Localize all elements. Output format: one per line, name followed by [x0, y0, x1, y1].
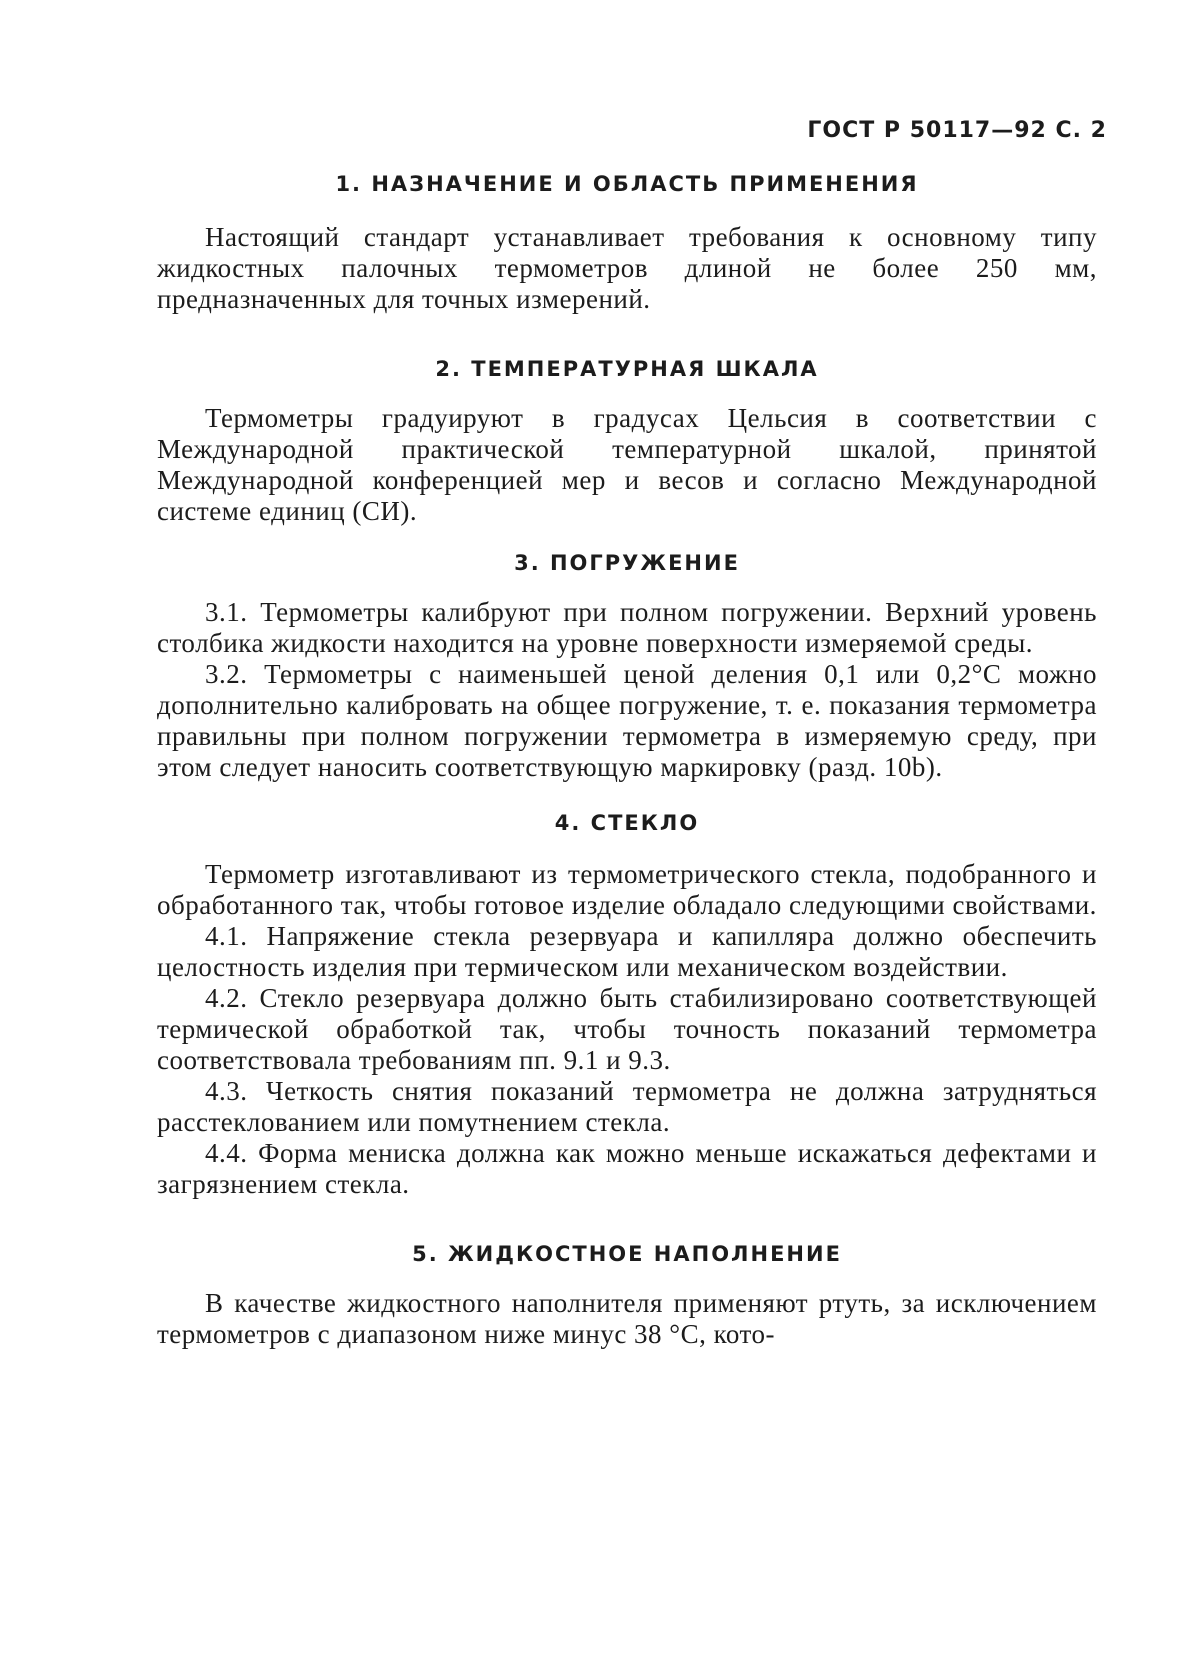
section-heading: 5. ЖИДКОСТНОЕ НАПОЛНЕНИЕ: [412, 1242, 842, 1266]
section-paragraph: В качестве жидкостного наполнителя применяют ртуть, за исключением термометров с диапазоном ниже минус 38 °С, кото-: [157, 1288, 1097, 1349]
section-4: [157, 811, 1097, 1200]
section-paragraph: Настоящий стандарт устанавливает требования к основному типу жидкостных палочных термометров длиной не более 250 мм, предназначенных для точных измерений.: [157, 222, 1097, 314]
section-1: [157, 172, 1097, 315]
section-heading: 4. СТЕКЛО: [554, 811, 700, 835]
section-5: [157, 1242, 1097, 1350]
page-header: ГОСТ Р 50117—92 С. 2: [807, 118, 1107, 143]
section-3: [157, 551, 1097, 783]
section-paragraph: 3.1. Термометры калибруют при полном погружении. Верхний уровень столбика жидкости находится на уровне поверхности измеряемой среды.: [157, 597, 1097, 658]
document-body: [157, 172, 1097, 1350]
section-heading: 3. ПОГРУЖЕНИЕ: [514, 551, 740, 575]
section-paragraph: 4.3. Четкость снятия показаний термометра не должна затрудняться расстеклованием или помутнением стекла.: [157, 1076, 1097, 1137]
section-2: [157, 357, 1097, 527]
section-paragraph: 4.4. Форма мениска должна как можно меньше искажаться дефектами и загрязнением стекла.: [157, 1138, 1097, 1199]
section-paragraph: 4.1. Напряжение стекла резервуара и капилляра должно обеспечить целостность изделия при термическом или механическом воздействии.: [157, 921, 1097, 982]
section-heading: 2. ТЕМПЕРАТУРНАЯ ШКАЛА: [435, 357, 819, 381]
section-paragraph: Термометр изготавливают из термометрического стекла, подобранного и обработанного так, чтобы готовое изделие обладало следующими свойствами.: [157, 859, 1097, 920]
section-paragraph: 4.2. Стекло резервуара должно быть стабилизировано соответствующей термической обработкой так, чтобы точность показаний термометра соответствовала требованиям пп. 9.1 и 9.3.: [157, 983, 1097, 1075]
section-paragraph: 3.2. Термометры с наименьшей ценой деления 0,1 или 0,2°С можно дополнительно калибровать на общее погружение, т. е. показания термометра правильны при полном погружении термометра в измеряемую среду, при этом следует наносить соответствующую маркировку (разд. 10b).: [157, 659, 1097, 782]
section-heading: 1. НАЗНАЧЕНИЕ И ОБЛАСТЬ ПРИМЕНЕНИЯ: [335, 172, 919, 196]
section-paragraph: Термометры градуируют в градусах Цельсия в соответствии с Международной практической температурной шкалой, принятой Международной конференцией мер и весов и согласно Международной системе единиц (СИ).: [157, 403, 1097, 526]
